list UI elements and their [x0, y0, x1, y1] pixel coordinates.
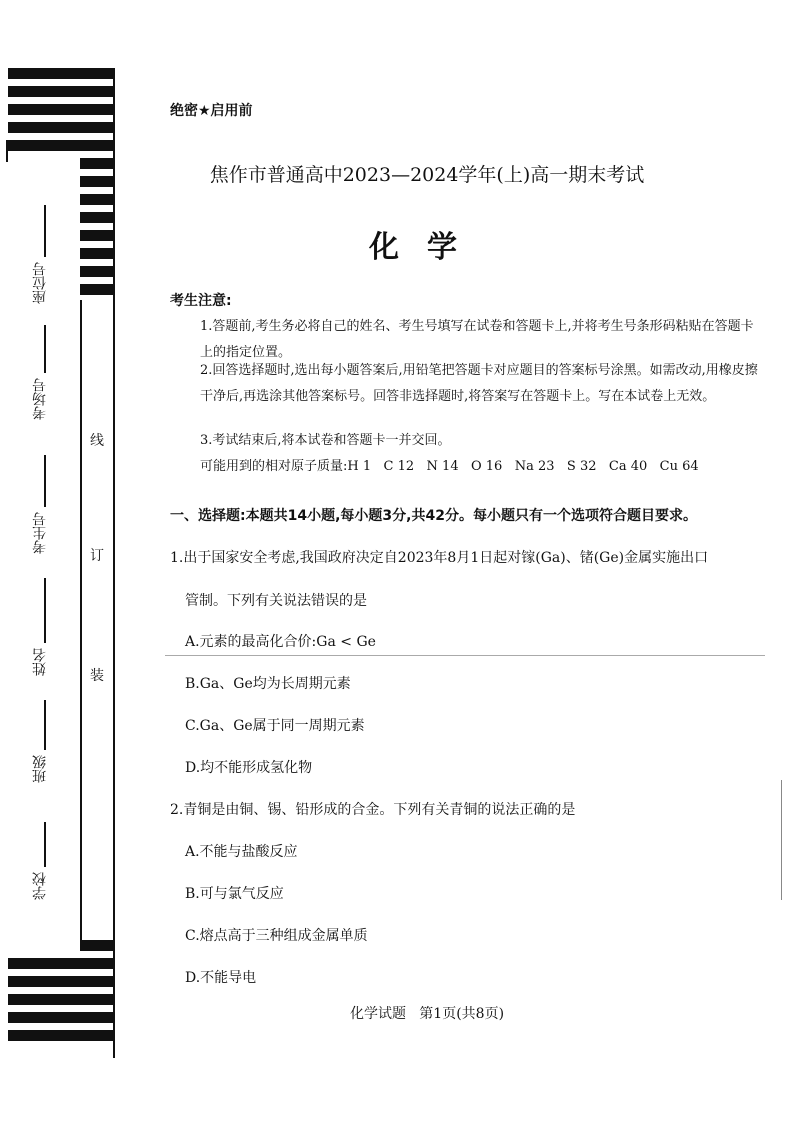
question-1-option-b[interactable]: B.Ga、Ge均为长周期元素	[185, 676, 351, 692]
binding-char-staple: 订	[90, 548, 104, 564]
field-class-blank[interactable]	[44, 700, 46, 750]
field-room-blank[interactable]	[44, 325, 46, 373]
binding-tick	[6, 140, 8, 162]
question-1-option-d[interactable]: D.均不能形成氢化物	[185, 760, 313, 776]
field-room-label: 考场号	[32, 378, 48, 420]
field-examinee-blank[interactable]	[44, 455, 46, 507]
binding-line-inner	[80, 300, 82, 940]
confidential-mark: 绝密★启用前	[170, 103, 253, 119]
field-name-label: 姓名	[32, 648, 48, 676]
question-1-stem-line2: 管制。下列有关说法错误的是	[185, 593, 367, 609]
binding-char-line: 线	[90, 433, 104, 449]
field-examinee-label: 考生号	[32, 512, 48, 554]
notice-item-1: 1.答题前,考生务必将自己的姓名、考生号填写在试卷和答题卡上,并将考生号条形码粘贴在答题卡上的指定位置。	[200, 319, 754, 360]
subject-title: 化学	[369, 230, 485, 265]
scan-artifact-line	[165, 655, 765, 656]
field-class-label: 班级	[32, 755, 48, 783]
notice-item-2: 2.回答选择题时,选出每小题答案后,用铅笔把答题卡对应题目的答案标号涂黑。如需改动,用橡皮擦干净后,再选涂其他答案标号。回答非选择题时,将答案写在答题卡上。写在本试卷上无效。	[200, 363, 758, 404]
exam-title: 焦作市普通高中2023—2024学年(上)高一期末考试	[209, 164, 645, 186]
question-2-stem: 2.青铜是由铜、锡、铅形成的合金。下列有关青铜的说法正确的是	[170, 802, 576, 818]
field-seat-label: 座位号	[32, 262, 48, 304]
field-school-blank[interactable]	[44, 822, 46, 867]
question-2-option-b[interactable]: B.可与氯气反应	[185, 886, 284, 902]
question-2-option-a[interactable]: A.不能与盐酸反应	[185, 844, 298, 860]
binding-char-bind: 装	[90, 668, 104, 684]
question-1-option-c[interactable]: C.Ga、Ge属于同一周期元素	[185, 718, 365, 734]
page-footer: 化学试题 第1页(共8页)	[349, 1006, 505, 1022]
atomic-masses: 可能用到的相对原子质量:H 1 C 12 N 14 O 16 Na 23 S 32 Ca 40 Cu 64	[200, 459, 699, 474]
scan-edge-line	[781, 780, 782, 900]
question-1-option-a[interactable]: A.元素的最高化合价:Ga < Ge	[185, 634, 376, 650]
question-1-stem-line1: 1.出于国家安全考虑,我国政府决定自2023年8月1日起对镓(Ga)、锗(Ge)金属实施出口	[170, 550, 709, 566]
section-title: 一、选择题:本题共14小题,每小题3分,共42分。每小题只有一个选项符合题目要求。	[170, 508, 697, 524]
question-2-option-c[interactable]: C.熔点高于三种组成金属单质	[185, 928, 368, 944]
field-name-blank[interactable]	[44, 578, 46, 643]
binding-line-outer	[113, 68, 115, 1058]
notice-item-3: 3.考试结束后,将本试卷和答题卡一并交回。	[200, 433, 451, 448]
field-school-label: 学校	[32, 872, 48, 900]
notice-heading: 考生注意:	[170, 293, 232, 309]
question-2-option-d[interactable]: D.不能导电	[185, 970, 257, 986]
